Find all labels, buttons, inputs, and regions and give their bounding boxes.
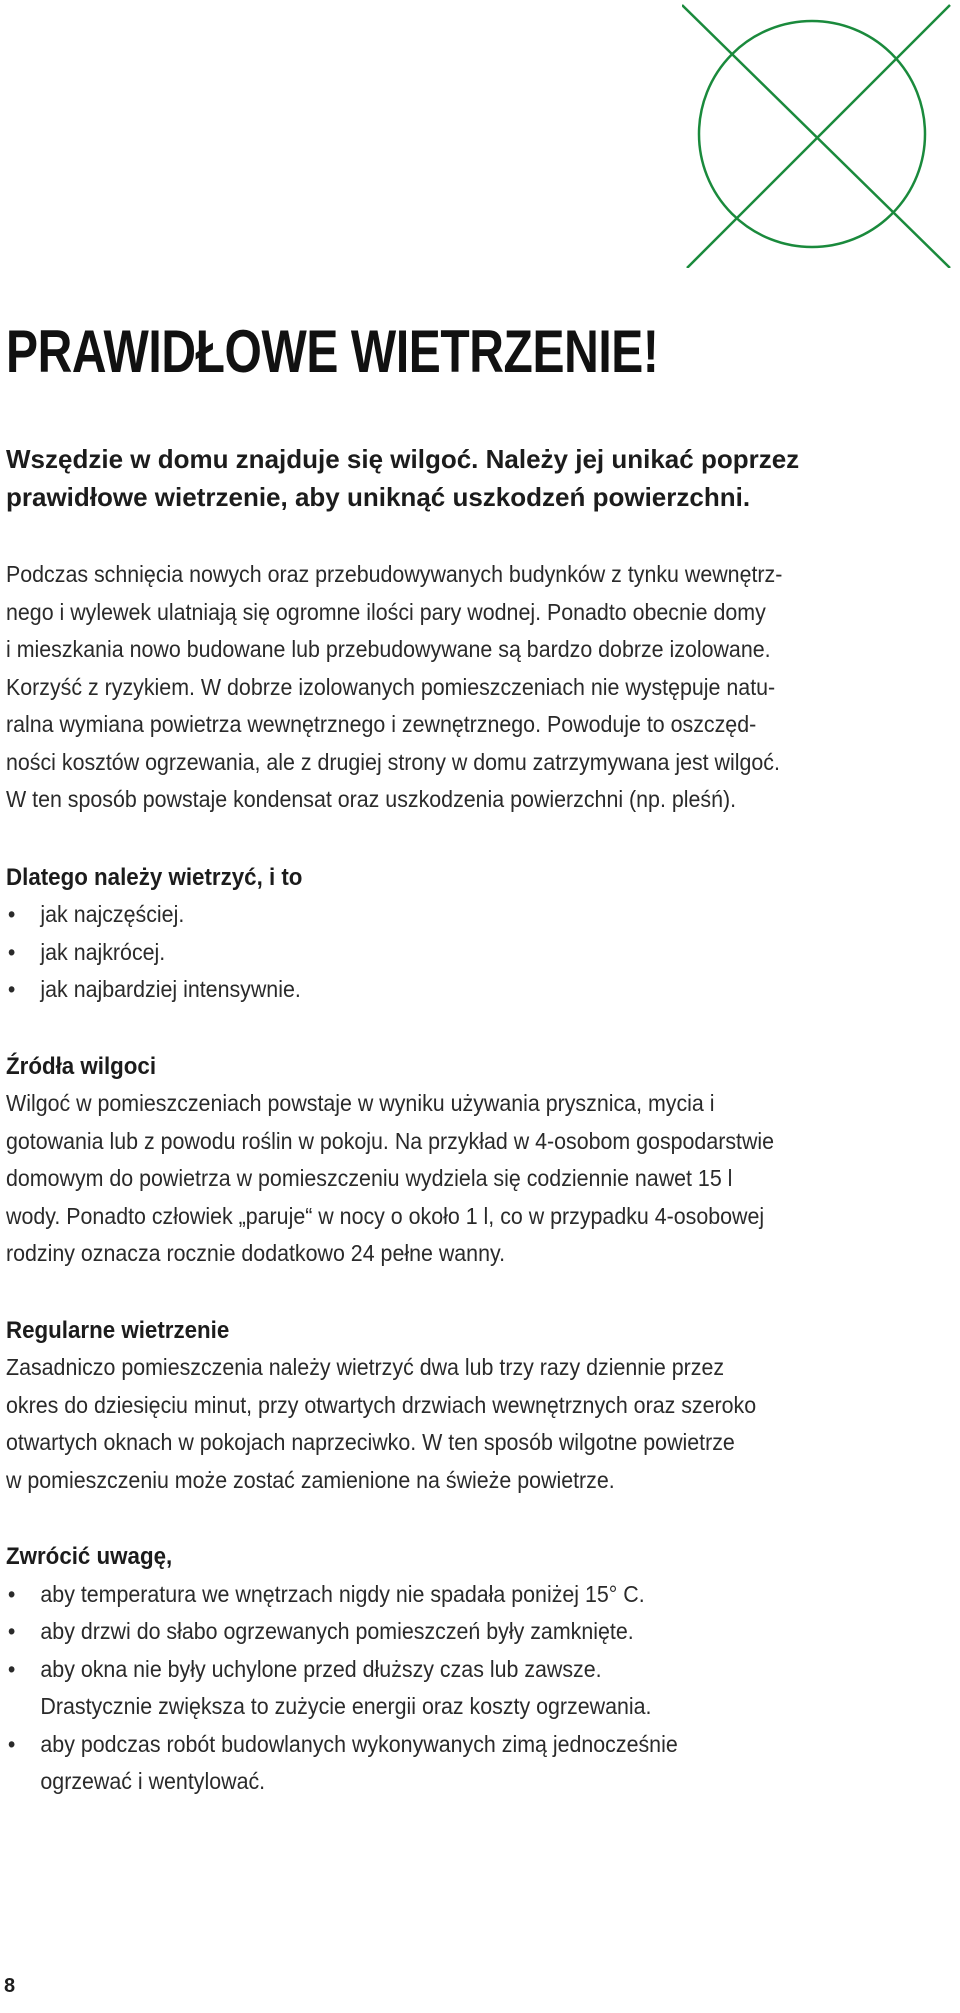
- lead-line: prawidłowe wietrzenie, aby uniknąć uszkodzeń powierzchni.: [6, 482, 751, 512]
- lead-paragraph: [6, 440, 936, 516]
- crossed-circle-logo-icon: [682, 0, 960, 268]
- intro-line: ralna wymiana powietrza wewnętrznego i zewnętrznego. Powoduje to oszczęd-: [6, 711, 757, 737]
- paragraph-line: Zasadniczo pomieszczenia należy wietrzyć dwa lub trzy razy dziennie przez: [6, 1354, 725, 1380]
- list-item: • jak najkrócej.: [6, 934, 871, 972]
- bullet-icon: •: [7, 1580, 16, 1607]
- list-item: • aby temperatura we wnętrzach nigdy nie spadała poniżej 15° C.: [6, 1576, 871, 1614]
- paragraph-line: okres do dziesięciu minut, przy otwartych drzwiach wewnętrznych oraz szeroko: [6, 1391, 757, 1418]
- page-title: PRAWIDŁOWE WIETRZENIE!: [6, 318, 659, 385]
- section-heading-regular-ventilation: Regularne wietrzenie: [6, 1316, 230, 1344]
- bullet-icon: •: [7, 938, 16, 965]
- moisture-sources-paragraph: [6, 1085, 871, 1273]
- list-item: • aby okna nie były uchylone przed dłuższy czas lub zawsze. Drastycznie zwiększa to zużycie energii oraz koszty ogrzewania.: [6, 1651, 871, 1726]
- intro-line: W ten sposób powstaje kondensat oraz uszkodzenia powierzchni (np. pleśń).: [6, 786, 737, 812]
- paragraph-line: gotowania lub z powodu roślin w pokoju. Na przykład w 4-osobom gospodarstwie: [6, 1127, 775, 1154]
- intro-line: i mieszkania nowo budowane lub przebudowywane są bardzo dobrze izolowane.: [6, 636, 771, 662]
- paragraph-line: wody. Ponadto człowiek „paruje“ w nocy o około 1 l, co w przypadku 4-osobowej: [6, 1202, 765, 1229]
- paragraph-line: w pomieszczeniu może zostać zamienione na świeże powietrze.: [6, 1466, 615, 1493]
- list-item: • jak najczęściej.: [6, 896, 871, 934]
- list-item: • jak najbardziej intensywnie.: [6, 971, 871, 1009]
- intro-paragraph: [6, 556, 871, 819]
- list-item: • aby podczas robót budowlanych wykonywanych zimą jednocześnie ogrzewać i wentylować.: [6, 1726, 871, 1801]
- list-item: • aby drzwi do słabo ogrzewanych pomieszczeń były zamknięte.: [6, 1613, 871, 1651]
- paragraph-line: rodziny oznacza rocznie dodatkowo 24 pełne wanny.: [6, 1240, 506, 1266]
- section-heading-ventilate: Dlatego należy wietrzyć, i to: [6, 863, 303, 891]
- intro-line: ności kosztów ogrzewania, ale z drugiej strony w domu zatrzymywana jest wilgoć.: [6, 748, 780, 775]
- paragraph-line: domowym do powietrza w pomieszczeniu wydziela się codziennie nawet 15 l: [6, 1165, 733, 1191]
- ventilation-rules-list: [6, 896, 871, 1009]
- page-number: 8: [4, 1975, 16, 1997]
- section-heading-attention: Zwrócić uwagę,: [6, 1543, 173, 1570]
- bullet-icon: •: [7, 901, 16, 927]
- regular-ventilation-paragraph: [6, 1349, 871, 1499]
- bullet-icon: •: [7, 976, 16, 1002]
- intro-line: Podczas schnięcia nowych oraz przebudowywanych budynków z tynku wewnętrz-: [6, 561, 783, 587]
- intro-line: nego i wylewek ulatniają się ogromne ilości pary wodnej. Ponadto obecnie domy: [6, 598, 766, 625]
- intro-line: Korzyść z ryzykiem. W dobrze izolowanych pomieszczeniach nie występuje natu-: [6, 673, 776, 700]
- bullet-icon: •: [7, 1730, 16, 1757]
- attention-list: [6, 1576, 871, 1801]
- bullet-icon: •: [7, 1655, 16, 1682]
- document-body: [6, 440, 936, 1801]
- lead-line: Wszędzie w domu znajduje się wilgoć. Należy jej unikać poprzez: [6, 444, 800, 474]
- bullet-icon: •: [7, 1618, 16, 1644]
- paragraph-line: otwartych oknach w pokojach naprzeciwko. W ten sposób wilgotne powietrze: [6, 1429, 735, 1455]
- paragraph-line: Wilgoć w pomieszczeniach powstaje w wyniku używania prysznica, mycia i: [6, 1090, 715, 1116]
- section-heading-moisture-sources: Źródła wilgoci: [6, 1052, 157, 1080]
